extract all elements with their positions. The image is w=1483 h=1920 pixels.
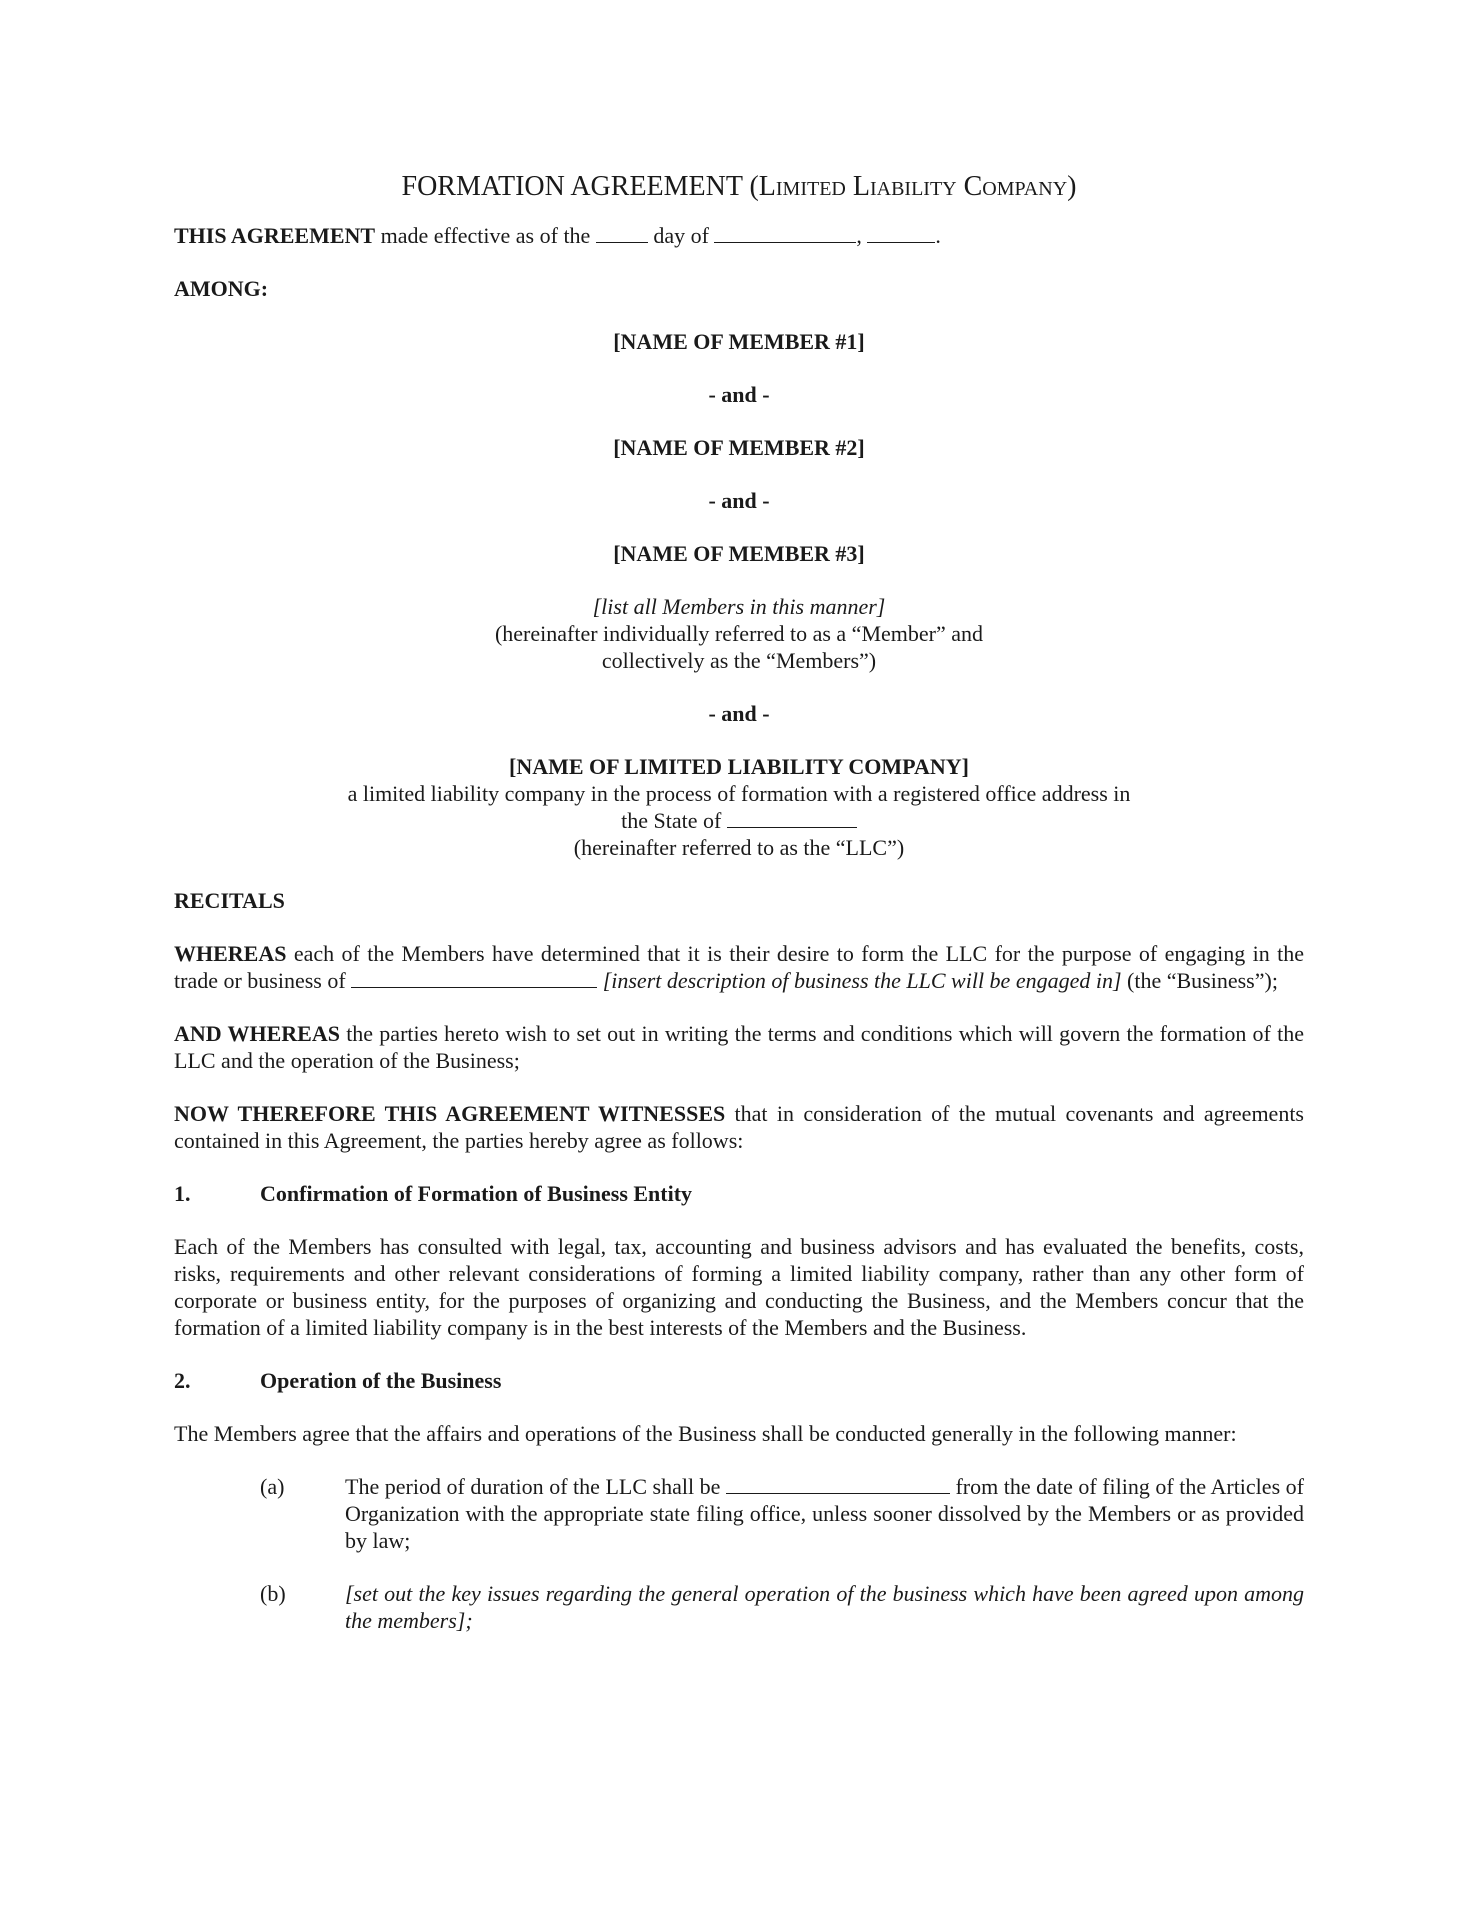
llc-reference: (hereinafter referred to as the “LLC”) <box>573 835 905 860</box>
whereas-paragraph <box>174 940 1304 994</box>
document-title <box>174 170 1304 204</box>
member-reference: (hereinafter individually referred to as a “Member” and <box>494 621 984 646</box>
title-main: FORMATION AGREEMENT <box>401 171 743 202</box>
member-name: [NAME OF MEMBER #1] <box>613 329 865 354</box>
intro-text: , <box>856 223 868 248</box>
section-title: Operation of the Business <box>260 1368 502 1393</box>
whereas-text: each of the Members have determined that it is their desire to form the LLC for the purpose of engaging in the trade or business of <box>174 941 1304 993</box>
llc-state-text: the State of <box>621 808 727 833</box>
and-whereas-text: the parties hereto wish to set out in writing the terms and conditions which will govern the formation of the LLC and the operation of the Business; <box>174 1021 1304 1073</box>
and-separator: - and - <box>708 382 770 407</box>
intro-line <box>174 222 1304 249</box>
and-whereas-lead: AND WHEREAS <box>174 1021 340 1046</box>
now-therefore-text: that in consideration of the mutual covenants and agreements contained in this Agreement, the parties hereby agree as follows: <box>174 1101 1304 1153</box>
recitals-heading: RECITALS <box>174 888 285 913</box>
llc-name: [NAME OF LIMITED LIABILITY COMPANY] <box>509 754 969 779</box>
document-page <box>174 170 1304 1634</box>
day-blank <box>596 224 648 243</box>
business-blank <box>351 969 597 988</box>
section-title: Confirmation of Formation of Business Entity <box>260 1181 693 1206</box>
section-heading <box>174 1367 1304 1394</box>
list-item-text <box>345 1473 1304 1554</box>
month-blank <box>714 224 856 243</box>
list-item-label: (b) <box>260 1581 286 1606</box>
member-name: [NAME OF MEMBER #3] <box>613 541 865 566</box>
item-text: The period of duration of the LLC shall be <box>345 1474 726 1499</box>
now-therefore-lead: NOW THEREFORE THIS AGREEMENT WITNESSES <box>174 1101 726 1126</box>
and-separator: - and - <box>708 701 770 726</box>
year-blank <box>867 224 935 243</box>
member-name: [NAME OF MEMBER #2] <box>613 435 865 460</box>
whereas-lead: WHEREAS <box>174 941 287 966</box>
list-item <box>174 1473 1304 1554</box>
whereas-text: (the “Business”); <box>1121 968 1278 993</box>
list-item-label: (a) <box>260 1474 285 1499</box>
llc-description: a limited liability company in the process of formation with a registered office address in <box>347 781 1131 806</box>
section-heading <box>174 1180 1304 1207</box>
llc-state-line <box>174 807 1304 834</box>
section-body: The Members agree that the affairs and operations of the Business shall be conducted generally in the following manner: <box>174 1421 1237 1446</box>
list-note: [list all Members in this manner] <box>592 594 886 619</box>
business-note: [insert description of business the LLC will be engaged in] <box>602 968 1122 993</box>
intro-text: day of <box>647 223 715 248</box>
intro-text: . <box>935 223 941 248</box>
duration-blank <box>726 1475 950 1494</box>
state-blank <box>727 809 857 828</box>
list-item-text: [set out the key issues regarding the general operation of the business which have been agreed upon among the members]; <box>345 1581 1304 1633</box>
intro-lead: THIS AGREEMENT <box>174 223 376 248</box>
item-text: from the date of filing of the Articles of Organization with the appropriate state filing office, unless sooner dissolved by the Members or as provided by law; <box>345 1474 1304 1553</box>
list-item <box>174 1580 1304 1634</box>
section-number: 2. <box>174 1368 191 1393</box>
member-reference: collectively as the “Members”) <box>601 648 877 673</box>
among-label: AMONG: <box>174 276 269 301</box>
section-number: 1. <box>174 1181 191 1206</box>
title-paren: (Limited Liability Company) <box>749 171 1077 202</box>
intro-text: made effective as of the <box>375 223 596 248</box>
and-separator: - and - <box>708 488 770 513</box>
and-whereas-paragraph <box>174 1020 1304 1074</box>
section-body: Each of the Members has consulted with legal, tax, accounting and business advisors and has evaluated the benefits, costs, risks, requirements and other relevant considerations of forming a limited liability company, rather than any other form of corporate or business entity, for the purposes of organizing and conducting the Business, and the Members concur that the formation of a limited liability company is in the best interests of the Members and the Business. <box>174 1234 1304 1340</box>
now-therefore-paragraph <box>174 1100 1304 1154</box>
